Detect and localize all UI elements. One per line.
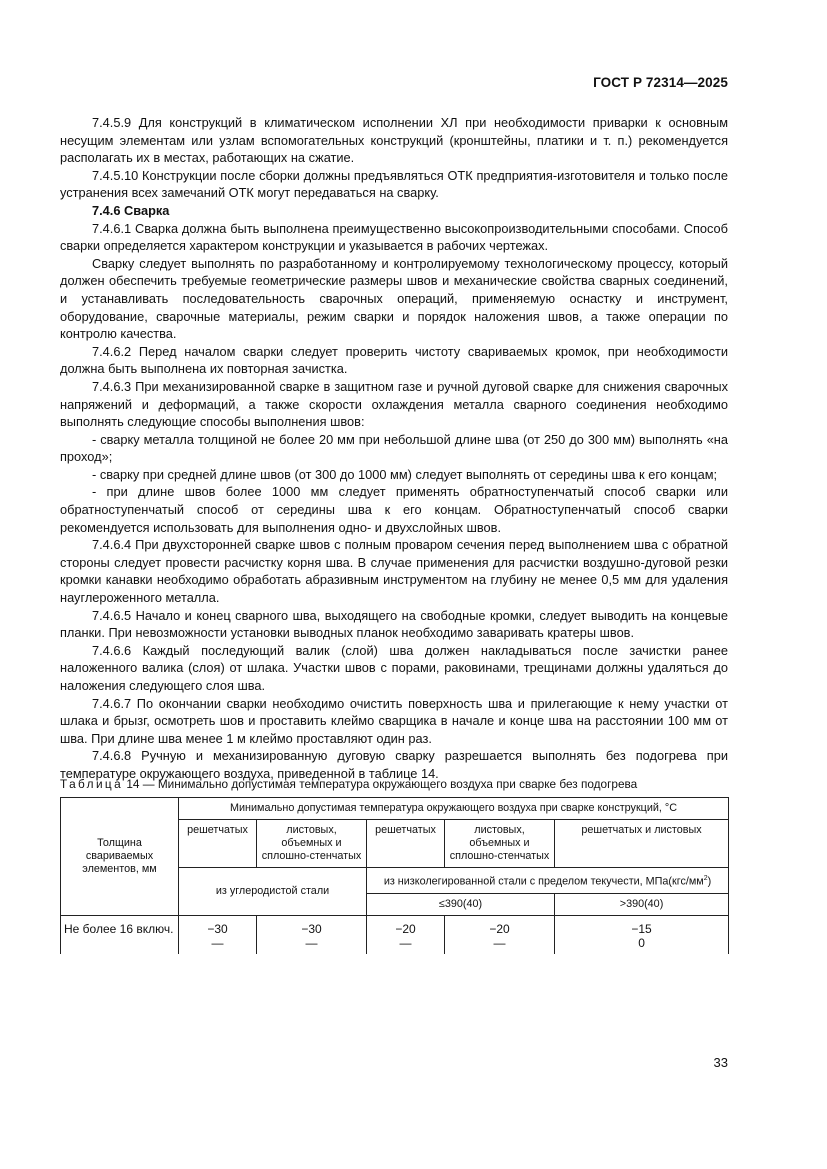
temperature-group-header: Минимально допустимая температура окружающего воздуха при сварке конструкций, °С	[179, 798, 729, 820]
paragraph: Сварку следует выполнять по разработанному и контролируемому технологическому процессу, который должен обеспечить требуемые геометрические размеры швов и механические свойства сварных соединений, и устанавливать последовательность сварочных операций, применяемую оснастку и инструмент, оборудование, сварочные материалы, режим сварки и порядок наложения швов, а также операции по контролю качества.	[60, 255, 728, 342]
paragraph: - сварку при средней длине швов (от 300 до 1000 мм) следует выполнять от середины шва к его концам;	[92, 466, 718, 482]
table-14	[60, 797, 729, 954]
paragraph: 7.4.6.2 Перед началом сварки следует проверить чистоту свариваемых кромок, при необходимости должна быть выполнена их повторная зачистка.	[60, 343, 728, 377]
value-top: −15	[631, 921, 652, 936]
low-alloy-text: из низколегированной стали с пределом текучести, МПа(кгс/мм	[383, 875, 704, 888]
low-alloy-steel-header	[367, 868, 729, 894]
value-top: −30	[301, 921, 322, 936]
value-top: −20	[489, 921, 510, 936]
construction-type: листовых, объемных и сплошно-стенчатых	[445, 820, 555, 868]
table-row	[61, 915, 729, 954]
yield-low-header: ≤390(40)	[367, 893, 555, 915]
value-cell	[367, 915, 445, 954]
paragraph: 7.4.6.8 Ручную и механизированную дуговую сварку разрешается выполнять без подогрева при температуре окружающего воздуха, приведенной в таблице 14.	[60, 748, 728, 781]
low-alloy-sup: 2	[703, 875, 708, 882]
paragraph: 7.4.6.3 При механизированной сварке в защитном газе и ручной дуговой сварке для снижения сварочных напряжений и деформаций, а также скорости охлаждения металла сварного соединения необходимо выполнять следующие способы выполнения швов:	[60, 378, 728, 430]
value-cell	[179, 915, 257, 954]
paragraph: 7.4.5.10 Конструкции после сборки должны предъявляться ОТК предприятия-изготовителя и только после устранения всех замечаний ОТК могут передаваться на сварку.	[60, 167, 728, 201]
construction-type: решетчатых	[367, 820, 445, 868]
value-cell	[555, 915, 729, 954]
value-bottom: —	[305, 935, 318, 950]
table-caption	[60, 776, 760, 792]
construction-type: листовых, объемных и сплошно-стенчатых	[257, 820, 367, 868]
value-bottom: —	[399, 935, 412, 950]
paragraph: - при длине швов более 1000 мм следует применять обратноступенчатый способ сварки или обратноступенчатый способ от середины шва к его концам. Обратноступенчатый способ сварки рекомендуется использовать для выполнения одно- и двухслойных швов.	[60, 484, 728, 535]
standard-header: ГОСТ Р 72314—2025	[593, 75, 728, 90]
carbon-steel-header: из углеродистой стали	[179, 868, 367, 916]
yield-high-header: >390(40)	[555, 893, 729, 915]
construction-type: решетчатых	[179, 820, 257, 868]
paragraph: 7.4.6.7 По окончании сварки необходимо очистить поверхность шва и прилегающие к нему участки от шлака и брызг, осмотреть шов и проставить клеймо сварщика в начале и конце шва на расстоянии 100 мм от шва. При длине шва менее 1 м клеймо проставляют один раз.	[60, 695, 728, 746]
thickness-cell: Не более 16 включ.	[61, 915, 179, 954]
paragraph: - сварку металла толщиной не более 20 мм при небольшой длине шва (от 250 до 300 мм) выполнять «на проход»;	[60, 431, 728, 465]
value-top: −20	[395, 921, 416, 936]
value-cell	[257, 915, 367, 954]
value-top: −30	[207, 921, 228, 936]
value-bottom: 0	[638, 935, 645, 950]
low-alloy-end: )	[707, 875, 712, 888]
paragraph: 7.4.5.9 Для конструкций в климатическом исполнении ХЛ при необходимости приварки к основным несущим элементам или узлам вспомогательных конструкций (кронштейны, платики и т. п.) рекомендуется располагать их в местах, работающих на сжатие.	[60, 115, 728, 166]
table-caption-label: Таблица	[60, 777, 124, 791]
page-number: 33	[713, 1055, 728, 1070]
table-caption-title: 14 — Минимально допустимая температура окружающего воздуха при сварке без подогрева	[123, 777, 638, 791]
construction-type: решетчатых и листовых	[555, 820, 729, 868]
thickness-header: Толщина свариваемых элементов, мм	[61, 798, 179, 916]
value-cell	[445, 915, 555, 954]
paragraph: 7.4.6.5 Начало и конец сварного шва, выходящего на свободные кромки, следует выводить на концевые планки. При невозможности установки выводных планок необходимо заваривать кратеры швов.	[60, 607, 728, 641]
body-text	[60, 114, 728, 783]
value-bottom: —	[211, 935, 224, 950]
paragraph: 7.4.6.1 Сварка должна быть выполнена преимущественно высокопроизводительными способами. Способ сварки определяется характером конструкции и указывается в рабочих чертежах.	[60, 220, 728, 254]
paragraph: 7.4.6.6 Каждый последующий валик (слой) шва должен накладываться после зачистки ранее наложенного валика (слоя) от шлака. Участки швов с порами, раковинами, трещинами должны удаляться до наложения следующего слоя шва.	[60, 642, 728, 693]
value-bottom: —	[493, 935, 506, 950]
section-heading: 7.4.6 Сварка	[92, 202, 170, 218]
paragraph: 7.4.6.4 При двухсторонней сварке швов с полным проваром сечения перед выполнением шва с обратной стороны следует провести расчистку корня шва. В случае применения для расчистки воздушно-дуговой резки кромки канавки необходимо обработать абразивным инструментом на глубину не менее 0,5 мм для удаления науглероженного металла.	[60, 537, 728, 606]
